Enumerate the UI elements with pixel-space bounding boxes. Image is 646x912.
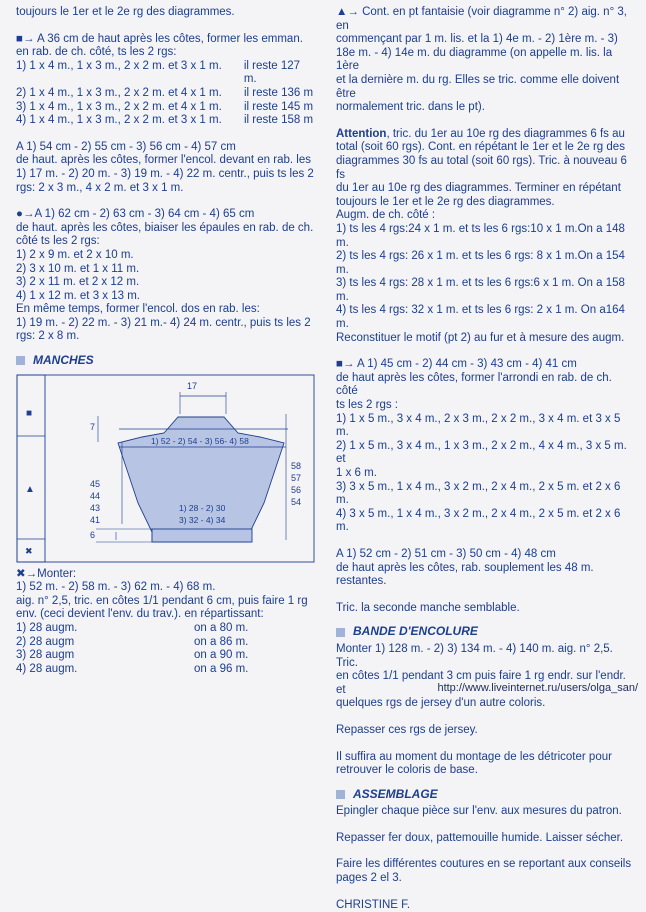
- epaules-row: 1) 2 x 9 m. et 2 x 10 m.: [16, 248, 134, 261]
- arrondi-row: 2) 1 x 5 m., 3 x 4 m., 1 x 3 m., 2 x 2 m., 4 x 4 m., 3 x 5 m. et 1 x 6 m.: [336, 439, 627, 479]
- reconstituer-text: Reconstituer le motif (pt 2) au fur et à mesure des augm.: [336, 331, 625, 344]
- monter-text: 1) 52 m. - 2) 58 m. - 3) 62 m. - 4) 68 m. aig. n° 2,5, tric. en côtes 1/1 pendant 6 cm, puis faire 1 rg env. (ceci devient l'env. du trav.). en répartissant:: [16, 581, 308, 621]
- encolure-devant-text: A 1) 54 cm - 2) 55 cm - 3) 56 cm - 4) 57 cm de haut. après les côtes, former l'encol. devant en rab. les 1) 17 m. - 2) 20 m. - 3) 19 m. - 4) 22 m. centr., puis ts les 2 rgs: 2 x 3 m., 4 x 2 m. et 3 x 1 m.: [16, 140, 314, 194]
- repasser-rgs-text: Repasser ces rgs de jersey.: [336, 723, 478, 736]
- epaules-heading: ●→A 1) 62 cm - 2) 63 cm - 3) 64 cm - 4) 65 cm de haut. après les côtes, biaiser les épaules en rab. de ch. côté ts les 2 rgs:: [16, 208, 314, 248]
- left-height-1: 45: [90, 478, 101, 489]
- sleeve-schematic: [16, 374, 316, 564]
- epaules-row: 2) 3 x 10 m. et 1 x 11 m.: [16, 262, 140, 275]
- legend-square-icon: ■: [26, 407, 33, 419]
- coutures-text: Faire les différentes coutures en se reportant aux conseils pages 2 el 3.: [336, 858, 632, 885]
- assemblage-title: ASSEMBLAGE: [353, 786, 438, 801]
- emman-row: 1) 1 x 4 m., 1 x 3 m., 2 x 2 m. et 3 x 1 m. il reste 127 m.: [16, 59, 301, 86]
- meme-temps-text: En même temps, former l'encol. dos en rab. les: 1) 19 m. - 2) 22 m. - 3) 21 m.- 4) 24 m. centr., puis ts les 2 rgs: 2 x 8 m.: [16, 303, 311, 343]
- left-height-3: 43: [90, 502, 101, 513]
- right-height-3: 56: [291, 484, 302, 495]
- augm-cote-row: 3) ts les 4 rgs: 28 x 1 m. et ts les 6 rgs:6 x 1 m. On a 158 m.: [336, 277, 625, 303]
- arrondi-row: 1) 1 x 5 m., 3 x 4 m., 2 x 3 m., 2 x 2 m., 3 x 4 m. et 3 x 5 m.: [336, 412, 621, 439]
- seconde-manche-text: Tric. la seconde manche semblable.: [336, 601, 520, 614]
- suffira-text: Il suffira au moment du montage de les détricoter pour retrouver le coloris de base.: [336, 750, 612, 777]
- section-square-icon: [336, 790, 345, 799]
- legend-cross-icon: ✖: [25, 545, 33, 556]
- sleeve-diagram: [16, 374, 316, 564]
- right-height-4: 54: [291, 496, 302, 507]
- bande-section-header: [336, 625, 634, 639]
- top-width-label: 17: [187, 380, 198, 391]
- emman-row: 2) 1 x 4 m., 1 x 3 m., 2 x 2 m. et 4 x 1 m. il reste 136 m: [16, 86, 314, 99]
- legend-triangle-icon: ▲: [25, 483, 35, 495]
- arrondi-row: 4) 3 x 5 m., 1 x 4 m., 3 x 2 m., 2 x 4 m., 2 x 5 m. et 2 x 6 m.: [336, 507, 621, 534]
- cuff-width-label-2: 3) 32 - 4) 34: [179, 514, 226, 525]
- left-column: [16, 6, 316, 676]
- sleeve-width-label: 1) 52 - 2) 54 - 3) 56- 4) 58: [151, 435, 249, 446]
- emmanchures-heading: ■→ A 36 cm de haut après les côtes, former les emman. en rab. de ch. côté, ts les 2 rgs:: [16, 32, 303, 59]
- restantes-text: A 1) 52 cm - 2) 51 cm - 3) 50 cm - 4) 48 cm de haut après les côtes, rab. souplement les 48 m. restantes.: [336, 547, 594, 588]
- intro-text: toujours le 1er et le 2e rg des diagrammes.: [16, 6, 235, 18]
- augm-row: 2) 28 augm on a 86 m.: [16, 635, 249, 648]
- signature: CHRISTINE F.: [336, 898, 411, 911]
- augm-cote-row: 2) ts les 4 rgs: 26 x 1 m. et ts les 6 rgs: 8 x 1 m.On a 154 m.: [336, 250, 625, 276]
- manches-title: MANCHES: [33, 353, 94, 368]
- epaules-row: 4) 1 x 12 m. et 3 x 13 m.: [16, 289, 140, 302]
- augm-cote-row: 4) ts les 4 rgs: 32 x 1 m. et ts les 6 rgs: 2 x 1 m. On a164 m.: [336, 304, 625, 331]
- left-height-2: 44: [90, 490, 101, 501]
- section-square-icon: [16, 356, 25, 365]
- bande-title: BANDE D'ENCOLURE: [353, 624, 478, 639]
- arrondi-row: 3) 3 x 5 m., 1 x 4 m., 3 x 2 m., 2 x 4 m., 2 x 5 m. et 2 x 6 m.: [336, 480, 621, 507]
- emman-row: 4) 1 x 4 m., 1 x 3 m., 2 x 2 m. et 3 x 1 m. il reste 158 m: [16, 114, 314, 127]
- bande-text: Monter 1) 128 m. - 2) 3) 134 m. - 4) 140 m. aig. n° 2,5. Tric. en côtes 1/1 pendant 3 cm puis faire 1 rg endr. sur l'endr. et quelques rgs de jersey d'un autre coloris.: [336, 642, 626, 710]
- augm-row: 3) 28 augm on a 90 m.: [16, 649, 249, 662]
- epaules-row: 3) 2 x 11 m. et 2 x 12 m.: [16, 276, 140, 289]
- attention-label: Attention: [336, 127, 387, 140]
- augm-row: 4) 28 augm. on a 96 m.: [16, 662, 249, 675]
- attention-text: , tric. du 1er au 10e rg des diagrammes 6 fs au total (soit 60 rgs). Cont. en répétant le 1er et le 2e rg des diagrammes 30 fs au total (soit 60 rgs). Tric. à nouveau 6 fs du 1er au 10e rg des diagrammes. Terminer en répétant toujours le 1er et le 2e rg des diagrammes. Augm. de ch. côté :: [336, 127, 627, 222]
- monter-title: ✖→Monter:: [16, 567, 77, 580]
- section-square-icon: [336, 628, 345, 637]
- assemblage-section-header: [336, 788, 634, 802]
- augm-cote-row: 1) ts les 4 rgs:24 x 1 m. et ts les 6 rgs:10 x 1 m.On a 148 m.: [336, 222, 625, 249]
- left-height-4: 41: [90, 514, 101, 525]
- arrondi-heading: ■→ A 1) 45 cm - 2) 44 cm - 3) 43 cm - 4) 41 cm de haut après les côtes, former l'arrondi en rab. de ch. côté ts les 2 rgs :: [336, 358, 612, 412]
- attention-paragraph: [336, 128, 634, 223]
- augm-row: 1) 28 augm. on a 80 m.: [16, 622, 249, 635]
- cap-height-label: 7: [90, 421, 96, 432]
- right-height-1: 58: [291, 460, 302, 471]
- watermark-url: http://www.liveinternet.ru/users/olga_san/: [437, 682, 638, 695]
- cuff-height-label: 6: [90, 529, 96, 540]
- manches-section-header: [16, 354, 316, 368]
- right-height-2: 57: [291, 472, 302, 483]
- emman-row: 3) 1 x 4 m., 1 x 3 m., 2 x 2 m. et 4 x 1 m. il reste 145 m: [16, 100, 314, 113]
- repasser-fer-text: Repasser fer doux, pattemouille humide. Laisser sécher.: [336, 831, 624, 844]
- epingler-text: Epingler chaque pièce sur l'env. aux mesures du patron.: [336, 805, 622, 818]
- fantaisie-text: ▲→ Cont. en pt fantaisie (voir diagramme n° 2) aig. n° 3, en commençant par 1 m. lis. et la 1) 4e m. - 2) 1ère m. - 3) 18e m. - 4) 14e m. du diagramme (on appelle m. lis. la 1ère et la dernière m. du rg. Elles se tric. comme elle doivent être normalement tric. dans le pt).: [336, 6, 627, 114]
- right-column: [336, 6, 634, 912]
- cuff-width-label-1: 1) 28 - 2) 30: [179, 502, 226, 513]
